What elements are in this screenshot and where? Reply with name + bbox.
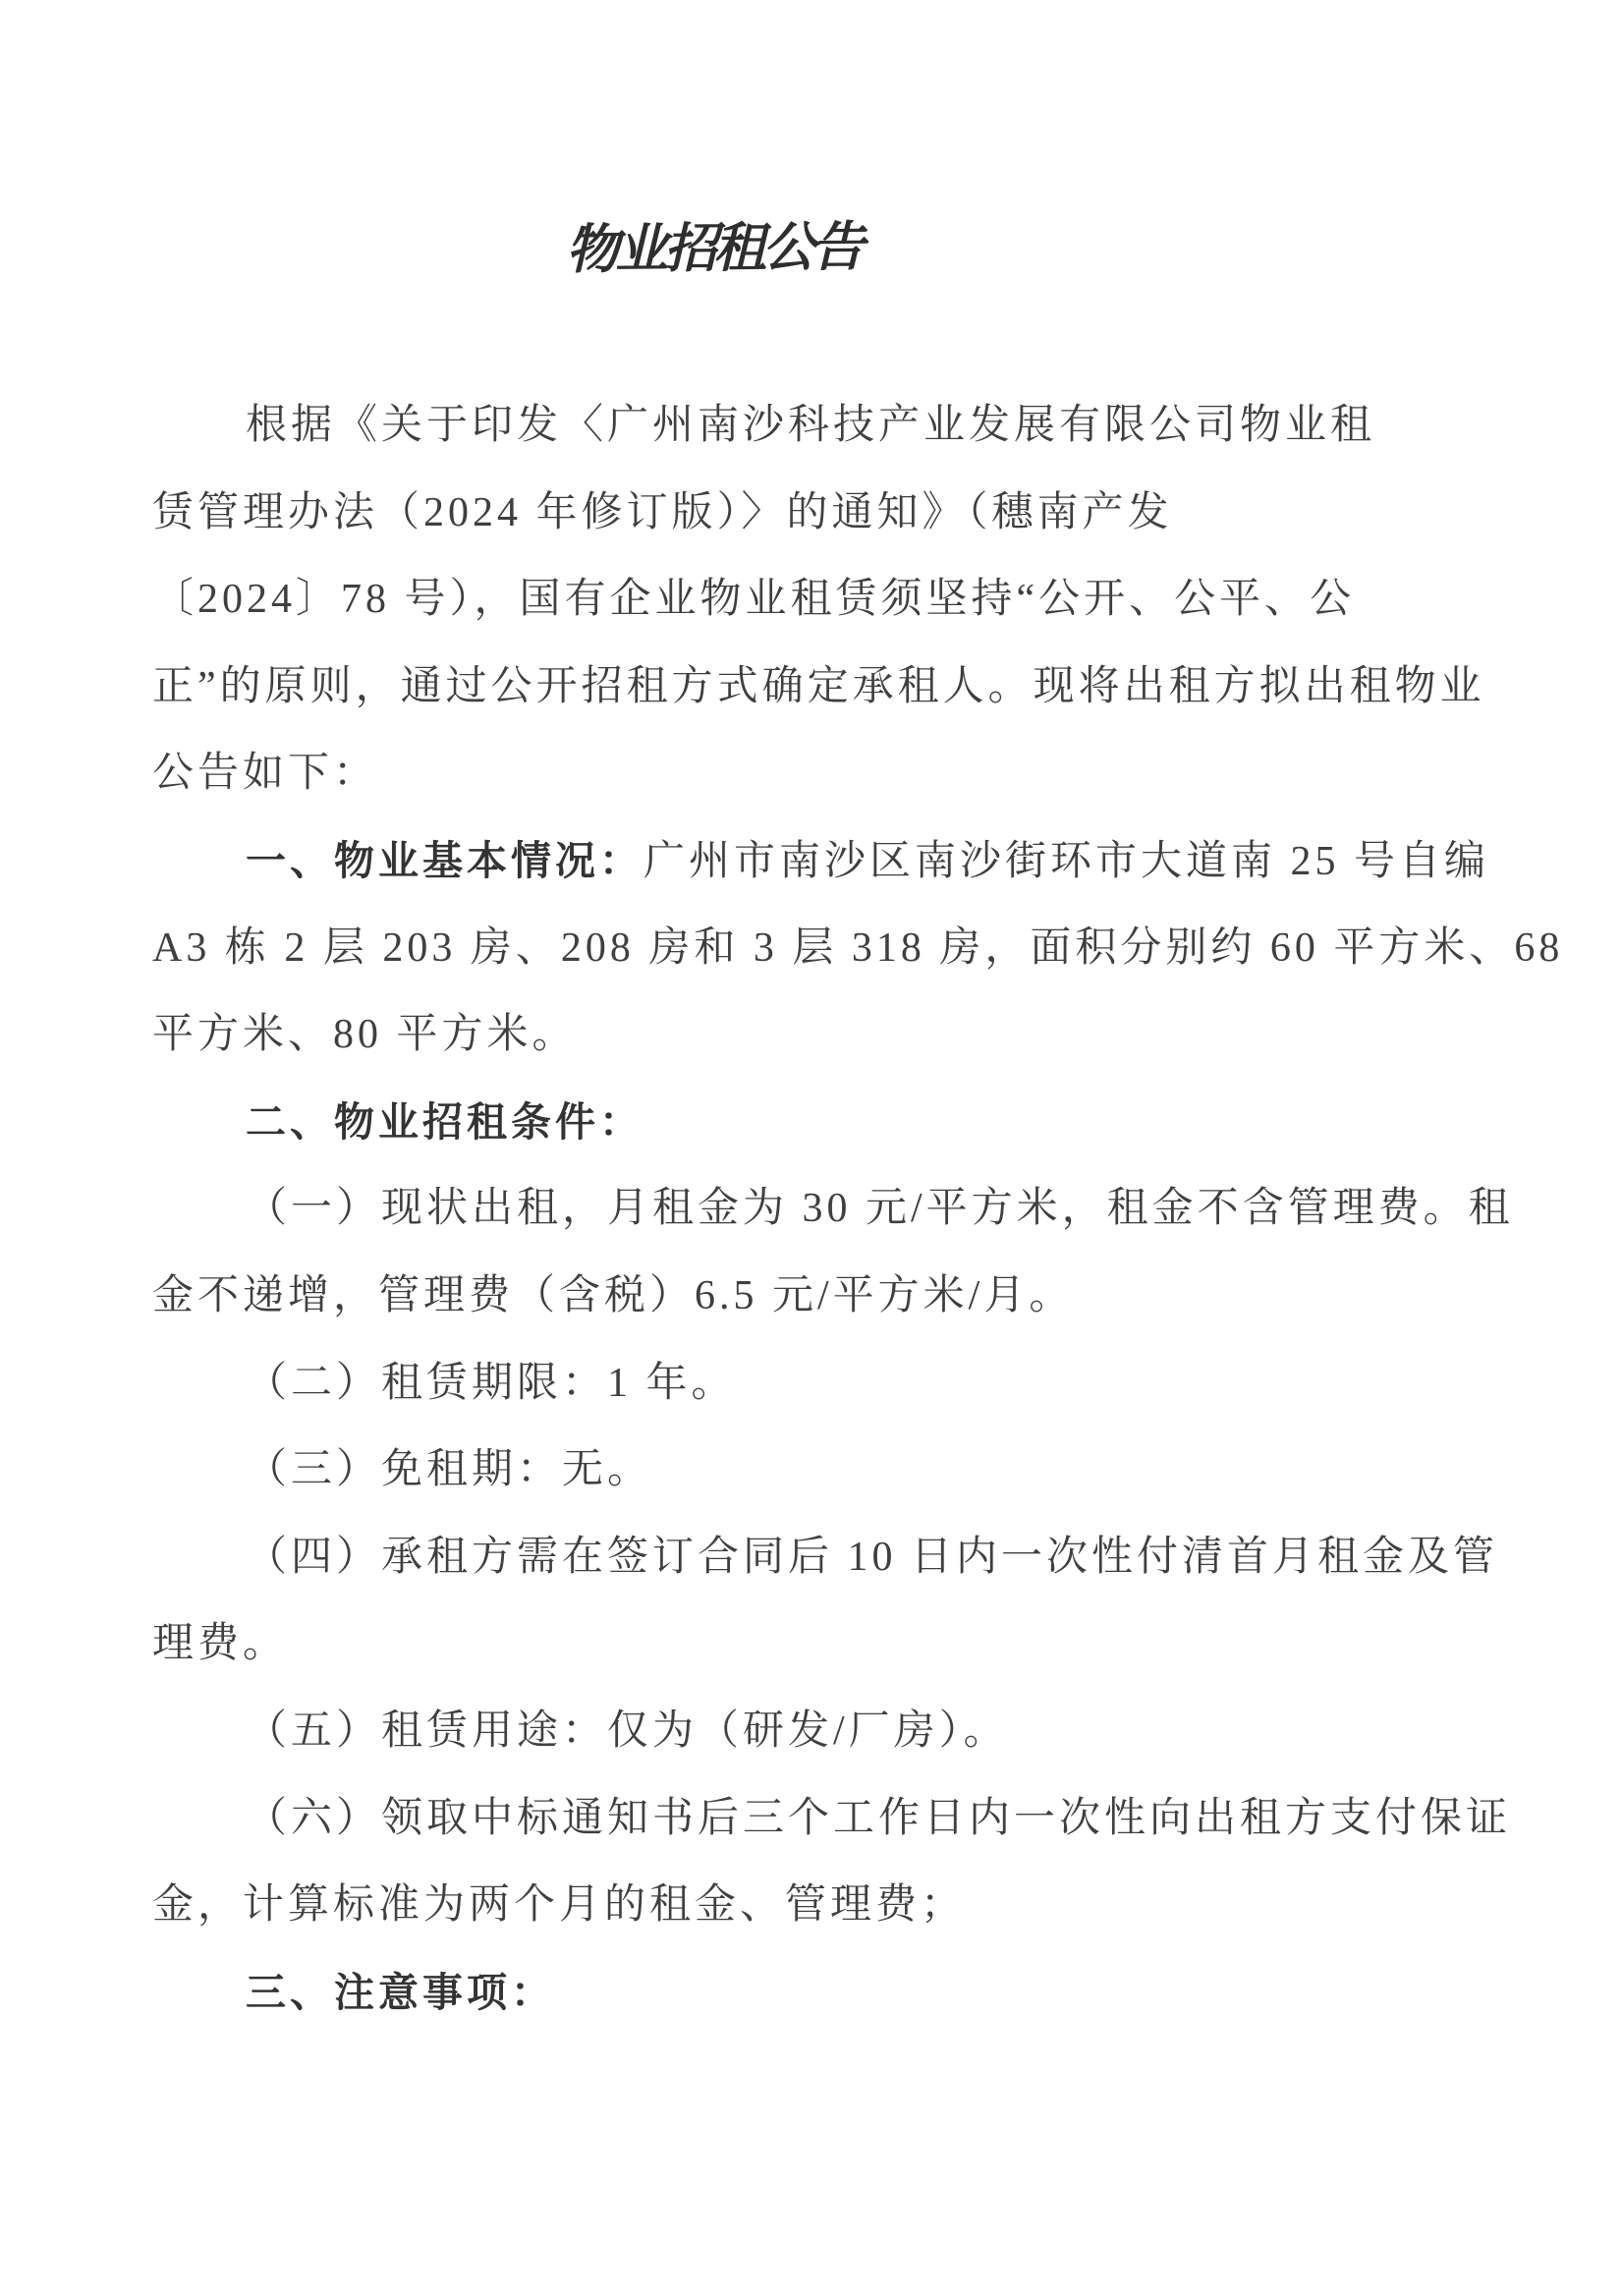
- text-line: [152, 556, 1498, 644]
- text-line: [152, 1253, 1498, 1340]
- line-text: A3 栋 2 层 203 房、208 房和 3 层 318 房，面积分别约 60 平方米、68: [152, 924, 1564, 971]
- line-text: （一）现状出租，月租金为 30 元/平方米，租金不含管理费。租: [246, 1186, 1514, 1232]
- text-line: [152, 905, 1564, 992]
- text-line: [152, 817, 1498, 905]
- line-text: 正”的原则，通过公开招租方式确定承租人。现将出租方拟出租物业: [152, 663, 1485, 709]
- line-text: 〔2024〕78 号），国有企业物业租赁须坚持“公开、公平、公: [152, 577, 1356, 623]
- line-text: （三）免租期：无。: [246, 1447, 653, 1493]
- text-line: [152, 991, 1498, 1079]
- line-text: 根据《关于印发〈广州南沙科技产业发展有限公司物业租: [246, 403, 1376, 448]
- section-heading: 二、物业招租条件：: [246, 1098, 643, 1145]
- text-line: [152, 1165, 1514, 1253]
- document-title: 物业招租公告: [565, 217, 862, 280]
- line-text: （五）租赁用途：仅为（研发/厂房）。: [246, 1708, 1009, 1754]
- line-text: （四）承租方需在签订合同后 10 日内一次性付清首月租金及管: [246, 1534, 1499, 1580]
- text-line: [152, 644, 1498, 731]
- line-text: （二）租赁期限：1 年。: [246, 1360, 737, 1406]
- line-text: 金不递增，管理费（含税）6.5 元/平方米/月。: [152, 1272, 1075, 1318]
- section-heading: 三、注意事项：: [246, 1969, 555, 2015]
- text-line: [152, 1079, 1498, 1166]
- text-line: [152, 1688, 1498, 1775]
- document-body: [152, 382, 1564, 2036]
- line-text: 公告如下：: [152, 751, 379, 797]
- text-line: [152, 730, 1498, 817]
- section-heading: 一、物业基本情况：: [246, 837, 643, 883]
- text-line: [152, 470, 1498, 557]
- text-line: [152, 1427, 1498, 1514]
- text-line: [152, 1949, 1498, 2037]
- text-line: [152, 1600, 1498, 1688]
- text-line: [152, 382, 1498, 470]
- text-line: [152, 1862, 1498, 1949]
- text-line: [152, 1514, 1498, 1601]
- line-text: 金，计算标准为两个月的租金、管理费；: [152, 1882, 967, 1929]
- line-text: 理费。: [152, 1621, 289, 1667]
- line-text: （六）领取中标通知书后三个工作日内一次性向出租方支付保证: [246, 1795, 1512, 1841]
- line-text: 广州市南沙区南沙街环市大道南 25 号自编: [643, 838, 1490, 884]
- text-line: [152, 1775, 1512, 1863]
- line-text: 平方米、80 平方米。: [152, 1012, 578, 1058]
- text-line: [152, 1340, 1498, 1428]
- line-text: 赁管理办法（2024 年修订版）〉的通知》（穗南产发: [152, 489, 1173, 535]
